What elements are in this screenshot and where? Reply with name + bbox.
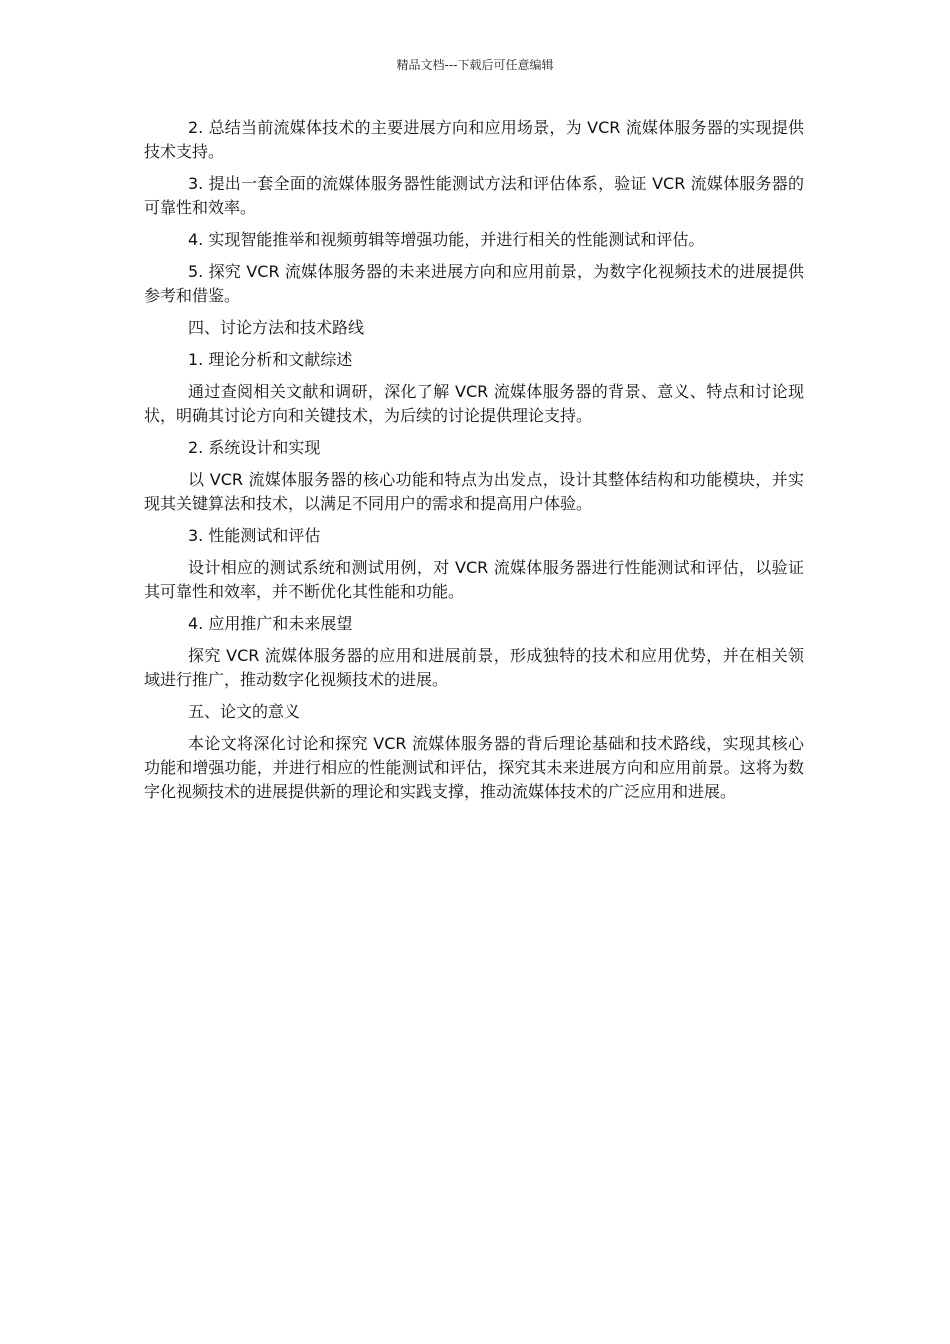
- document-body: [144, 116, 804, 812]
- goal-item-2: 2. 总结当前流媒体技术的主要进展方向和应用场景，为 VCR 流媒体服务器的实现提供技术支持。: [144, 118, 804, 161]
- page-header: 精品文档---下载后可任意编辑: [396, 58, 554, 72]
- body-theory: 通过查阅相关文献和调研，深化了解 VCR 流媒体服务器的背景、意义、特点和讨论现状，明确其讨论方向和关键技术，为后续的讨论提供理论支持。: [144, 382, 804, 425]
- goal-item-5: 5. 探究 VCR 流媒体服务器的未来进展方向和应用前景，为数字化视频技术的进展提供参考和借鉴。: [144, 262, 804, 305]
- subheading-design: 2. 系统设计和实现: [188, 438, 321, 457]
- section-heading-methods: 四、讨论方法和技术路线: [188, 318, 365, 337]
- goal-item-4: 4. 实现智能推举和视频剪辑等增强功能，并进行相关的性能测试和评估。: [188, 230, 705, 249]
- section-heading-significance: 五、论文的意义: [188, 702, 301, 721]
- subheading-testing: 3. 性能测试和评估: [188, 526, 321, 545]
- goal-item-3: 3. 提出一套全面的流媒体服务器性能测试方法和评估体系，验证 VCR 流媒体服务器的可靠性和效率。: [144, 174, 804, 217]
- body-testing: 设计相应的测试系统和测试用例，对 VCR 流媒体服务器进行性能测试和评估，以验证其可靠性和效率，并不断优化其性能和功能。: [144, 558, 804, 601]
- body-application: 探究 VCR 流媒体服务器的应用和进展前景，形成独特的技术和应用优势，并在相关领域进行推广，推动数字化视频技术的进展。: [144, 646, 804, 689]
- body-design: 以 VCR 流媒体服务器的核心功能和特点为出发点，设计其整体结构和功能模块，并实现其关键算法和技术，以满足不同用户的需求和提高用户体验。: [144, 470, 804, 513]
- body-significance: 本论文将深化讨论和探究 VCR 流媒体服务器的背后理论基础和技术路线，实现其核心功能和增强功能，并进行相应的性能测试和评估，探究其未来进展方向和应用前景。这将为数字化视频技术的进展提供新的理论和实践支撑，推动流媒体技术的广泛应用和进展。: [144, 734, 804, 801]
- subheading-application: 4. 应用推广和未来展望: [188, 614, 353, 633]
- subheading-theory: 1. 理论分析和文献综述: [188, 350, 353, 369]
